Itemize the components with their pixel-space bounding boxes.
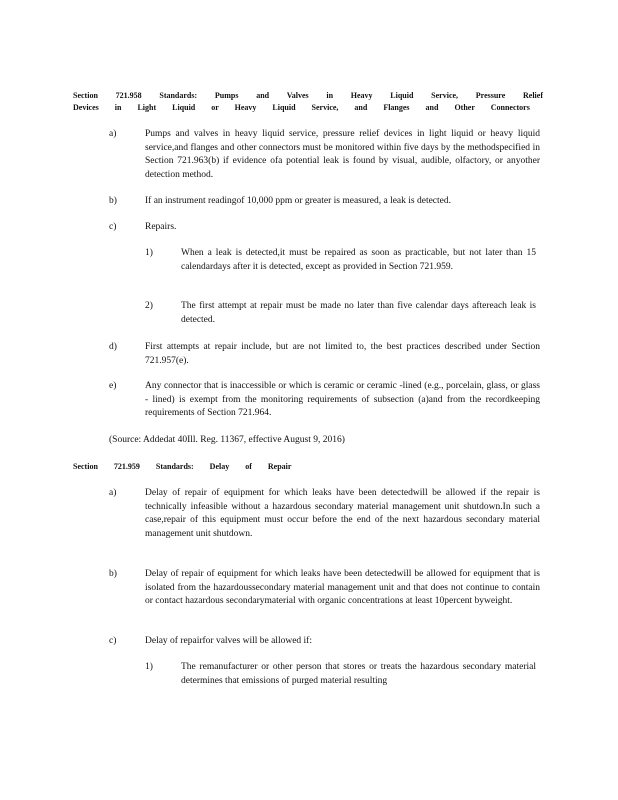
- item-label: e): [109, 381, 117, 391]
- subitem-label: 1): [145, 662, 153, 672]
- item-label: a): [109, 488, 117, 498]
- section-959-heading: Section 721.959 Standards: Delay of Repair: [73, 462, 292, 471]
- item-text: Any connector that is inaccessible or which is ceramic or ceramic -lined (e.g., porcelain, glass, or glass - lined) is exempt from the monitoring requirements of subsection (a)and from the recordkeeping requirements of Section 721.964.: [145, 381, 540, 418]
- subitem-label: 2): [145, 301, 153, 311]
- item-text: Delay of repairfor valves will be allowed if:: [145, 636, 312, 646]
- item-text: Delay of repair of equipment for which leaks have been detectedwill be allowed if the repair is technically infeasible without a hazardous secondary material management unit shutdown.In such a case,repair of this equipment must occur before the end of the next hazardous secondary material management unit shutdown.: [145, 488, 540, 539]
- item-label: a): [109, 129, 117, 139]
- item-text: If an instrument readingof 10,000 ppm or greater is measured, a leak is detected.: [145, 196, 452, 206]
- section-958-heading-line2: Devices in Light Liquid or Heavy Liquid Service, and Flanges and Other Connectors: [73, 103, 530, 112]
- item-label: b): [109, 569, 117, 579]
- source-note: (Source: Addedat 40Ill. Reg. 11367, effective August 9, 2016): [109, 435, 345, 445]
- item-label: b): [109, 196, 117, 206]
- subitem-text: The first attempt at repair must be made no later than five calendar days aftereach leak is detected.: [181, 301, 536, 325]
- item-text: Pumps and valves in heavy liquid service, pressure relief devices in light liquid or heavy liquid service,and flanges and other connectors must be monitored within five days by the methodspecified in Section 721.963(b) if evidence ofa potential leak is found by visual, audible, olfactory, or anyother detection method.: [145, 129, 540, 180]
- item-label: c): [109, 222, 117, 232]
- item-label: d): [109, 342, 117, 352]
- subitem-label: 1): [145, 248, 153, 258]
- subitem-text: The remanufacturer or other person that stores or treats the hazardous secondary material determines that emissions of purged material resulting: [181, 662, 536, 686]
- section-958-heading-line1: Section 721.958 Standards: Pumps and Valves in Heavy Liquid Service, Pressure Relief: [73, 91, 543, 100]
- item-text: First attempts at repair include, but are not limited to, the best practices described under Section 721.957(e).: [145, 342, 540, 366]
- item-text: Delay of repair of equipment for which leaks have been detectedwill be allowed for equipment that is isolated from the hazardoussecondary material management unit and that does not continue to contain or contact hazardous secondarymaterial with organic concentrations at least 10percent byweight.: [145, 569, 540, 606]
- item-label: c): [109, 636, 117, 646]
- item-text: Repairs.: [145, 222, 177, 232]
- subitem-text: When a leak is detected,it must be repaired as soon as practicable, but not later than 15 calendardays after it is detected, except as provided in Section 721.959.: [181, 248, 536, 272]
